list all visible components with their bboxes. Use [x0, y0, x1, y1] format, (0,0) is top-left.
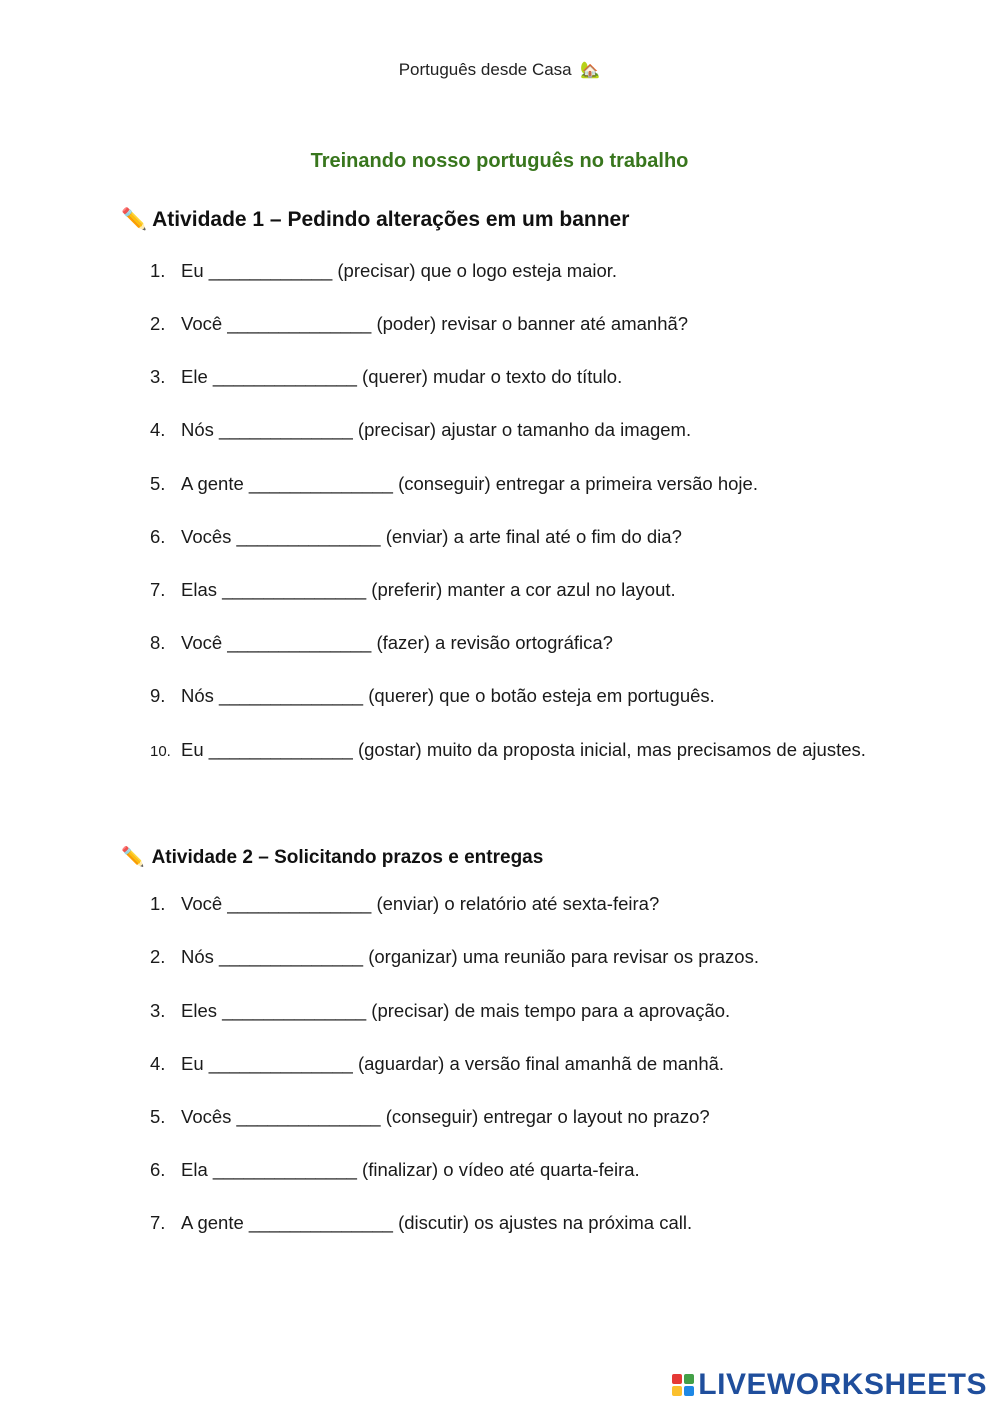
- list-item: [150, 943, 870, 970]
- list-item: [150, 682, 870, 709]
- item-number: 4.: [150, 1053, 166, 1074]
- item-number: 6.: [150, 1159, 166, 1180]
- list-item: [150, 576, 870, 603]
- list-item: [150, 890, 870, 917]
- item-number: 2.: [150, 313, 166, 334]
- item-sentence: Vocês ______________ (conseguir) entregar o layout no prazo?: [181, 1106, 710, 1127]
- list-item: [150, 257, 870, 284]
- item-number: 10.: [150, 743, 171, 760]
- item-sentence: Nós _____________ (precisar) ajustar o tamanho da imagem.: [181, 419, 692, 440]
- item-number: 7.: [150, 1212, 166, 1233]
- pencil-icon: ✏️: [121, 208, 148, 231]
- item-number: 4.: [150, 419, 166, 440]
- house-icon: 🏡: [580, 62, 601, 79]
- item-sentence: Você ______________ (poder) revisar o banner até amanhã?: [181, 313, 689, 334]
- item-sentence: Você ______________ (fazer) a revisão ortográfica?: [181, 632, 613, 653]
- item-sentence: Você ______________ (enviar) o relatório até sexta-feira?: [181, 893, 660, 914]
- page-title: Treinando nosso português no trabalho: [310, 150, 689, 172]
- list-item: [150, 416, 870, 443]
- item-number: 1.: [150, 260, 166, 281]
- activity-2-title: [121, 845, 543, 869]
- item-sentence: A gente ______________ (discutir) os ajustes na próxima call.: [181, 1212, 693, 1233]
- item-sentence: Ele ______________ (querer) mudar o texto do título.: [181, 366, 623, 387]
- list-item: [150, 1156, 870, 1183]
- item-sentence: Nós ______________ (querer) que o botão esteja em português.: [181, 685, 715, 706]
- item-number: 3.: [150, 366, 166, 387]
- activity-1-title-text: Atividade 1 – Pedindo alterações em um banner: [152, 208, 630, 231]
- page-header: [0, 60, 999, 80]
- logo-text: LIVEWORKSHEETS: [698, 1368, 987, 1401]
- item-sentence: Eles ______________ (precisar) de mais tempo para a aprovação.: [181, 1000, 731, 1021]
- list-item: [150, 1103, 870, 1130]
- item-number: 5.: [150, 473, 166, 494]
- item-number: 8.: [150, 632, 166, 653]
- item-sentence: A gente ______________ (conseguir) entregar a primeira versão hoje.: [181, 473, 758, 494]
- item-sentence: Elas ______________ (preferir) manter a cor azul no layout.: [181, 579, 676, 600]
- item-number: 5.: [150, 1106, 166, 1127]
- item-number: 9.: [150, 685, 166, 706]
- item-sentence: Eu ______________ (aguardar) a versão final amanhã de manhã.: [181, 1053, 725, 1074]
- list-item: [150, 997, 870, 1024]
- list-item: [150, 470, 870, 497]
- list-item: [150, 736, 870, 765]
- list-item: [150, 363, 870, 390]
- item-number: 1.: [150, 893, 166, 914]
- list-item: [150, 1209, 870, 1236]
- liveworksheets-logo-icon: [672, 1374, 694, 1396]
- item-sentence: Eu ____________ (precisar) que o logo esteja maior.: [181, 260, 618, 281]
- activity-2-title-text: Atividade 2 – Solicitando prazos e entregas: [151, 847, 544, 868]
- pencil-icon: ✏️: [121, 847, 145, 868]
- activity-1-title: [121, 208, 629, 232]
- item-sentence: Eu ______________ (gostar) muito da proposta inicial, mas precisamos de ajustes.: [181, 739, 866, 760]
- liveworksheets-logo: [672, 1368, 987, 1402]
- list-item: [150, 1050, 870, 1077]
- item-sentence: Vocês ______________ (enviar) a arte final até o fim do dia?: [181, 526, 682, 547]
- list-item: [150, 629, 870, 656]
- item-sentence: Ela ______________ (finalizar) o vídeo até quarta-feira.: [181, 1159, 640, 1180]
- item-number: 3.: [150, 1000, 166, 1021]
- item-sentence: Nós ______________ (organizar) uma reunião para revisar os prazos.: [181, 946, 759, 967]
- list-item: [150, 523, 870, 550]
- item-number: 7.: [150, 579, 166, 600]
- header-text: Português desde Casa: [398, 60, 572, 79]
- list-item: [150, 310, 870, 337]
- item-number: 2.: [150, 946, 166, 967]
- item-number: 6.: [150, 526, 166, 547]
